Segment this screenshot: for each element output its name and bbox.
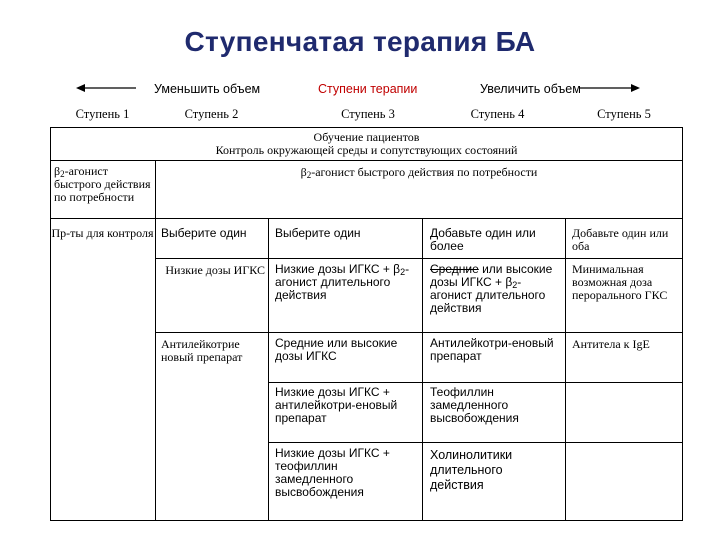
page-title: Ступенчатая терапия БА [184, 26, 536, 57]
step5-header-cell: Добавьте один или оба [572, 226, 669, 253]
step5-option-1: Минимальная возможная доза перорального ГКС [572, 262, 668, 302]
arrow-row [0, 80, 720, 100]
step3-option-4: Низкие дозы ИГКС + теофиллин замедленного высвобождения [275, 446, 390, 499]
step4-option-2: Антилейкотри-еновый препарат [430, 336, 554, 363]
rescue-wide-cell: $\beta_2$-агонист быстрого действия по потребности [300, 165, 538, 180]
education-line-1: Обучение пациентов [313, 130, 420, 144]
step-2-header: Ступень 2 [184, 107, 239, 121]
left-arrow-icon [76, 82, 136, 94]
step3-option-3: Низкие дозы ИГКС + антилейкотри-еновый препарат [275, 385, 398, 425]
step2-header-cell: Выберите один [161, 226, 247, 240]
increase-label: Увеличить объем [480, 82, 581, 96]
step-3-header: Ступень 3 [341, 107, 395, 121]
step3-option-1: Низкие дозы ИГКС + $\beta_2$-агонист длительного действия [275, 262, 410, 302]
step4-option-4: Холинолитики длительного действия [430, 448, 513, 492]
step-4-header: Ступень 4 [470, 107, 525, 121]
step3-option-2: Средние или высокие дозы ИГКС [275, 336, 398, 363]
step5-option-2: Антитела к IgE [572, 337, 650, 351]
step2-option-1: Низкие дозы ИГКС [165, 263, 265, 277]
step3-header-cell: Выберите один [275, 226, 361, 240]
step-5-header: Ступень 5 [597, 107, 651, 121]
education-line-2: Контроль окружающей среды и сопутствующих состояний [215, 143, 518, 157]
step4-option-3: Теофиллин замедленного высвобождения [430, 385, 519, 425]
step4-option-1: Средние или высокие дозы ИГКС + $\beta_2$-агонист длительного действия [430, 262, 553, 315]
rescue-step1-cell: $\beta_2$-агонист быстрого действия по потребности [54, 164, 151, 204]
controllers-label: Пр-ты для контроля [51, 226, 154, 240]
steps-label: Ступени терапии [318, 82, 418, 96]
step2-option-2: Антилейкотрие новый препарат [161, 337, 243, 364]
right-arrow-icon [580, 82, 640, 94]
education-row [50, 131, 683, 157]
step4-header-cell: Добавьте один или более [430, 226, 536, 253]
decrease-label: Уменьшить объем [154, 82, 261, 96]
step-1-header: Ступень 1 [75, 107, 130, 121]
